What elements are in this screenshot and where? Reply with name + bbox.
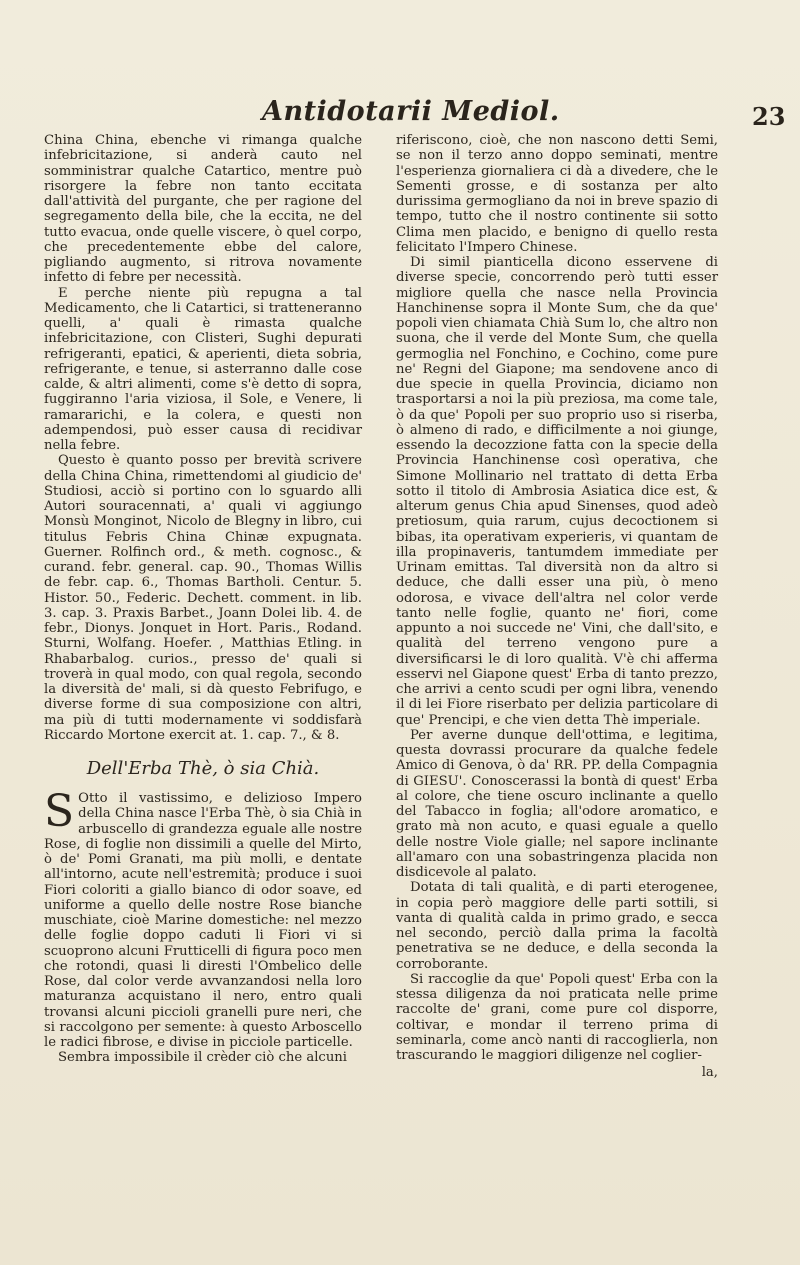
catchword: la, xyxy=(701,1065,718,1081)
paragraph: Dotata di tali qualità, e di parti eterogenee, in copia però maggiore delle parti sottili, si vanta di qualità calda in primo grado, e secca nel secondo, perciò dalla prima la facoltà penetrativa se ne deduce, e della seconda la corroborante. xyxy=(396,880,718,972)
paragraph: E perche niente più repugna a tal Medicamento, che li Catartici, si tratteneranno quelli, a' quali è rimasta qualche infebricitazione, con Clisteri, Sughi depurati refrigeranti, epatici, & aperienti, dieta sobria, refrigerante, e tenue, si asterranno dalle cose calde, & altri alimenti, come s'è detto di sopra, fuggiranno l'aria viziosa, il Sole, e Venere, li ramararichi, e la colera, e questi non adempendosi, può esser causa di recidivar nella febre. xyxy=(44,285,362,453)
paragraph: riferiscono, cioè, che non nascono detti Semi, se non il terzo anno doppo seminati, mentre l'esperienza giornaliera ci dà a divedere, che le Sementi grosse, e di sostanza per alto durissima germogliano da noi in breve spazio di tempo, tutto che il nostro continente sii sotto Clima men placido, e benigno di quello resta felicitato l'Impero Chinese. xyxy=(396,133,718,255)
paragraph: Per averne dunque dell'ottima, e legitima, questa dovrassi procurare da qualche fedele Amico di Genova, ò da' RR. PP. della Compagnia di GIESU'. Conoscerassi la bontà di quest' Erba al colore, che tiene oscuro inclinante a quello del Tabacco in foglia; all'odore aromatico, e grato mà non acuto, e quasi eguale a quello delle nostre Viole gialle; nel sapore inclinante all'amaro con una sobastringenza placida non disdicevole al palato. xyxy=(396,727,718,880)
section-heading: Dell'Erba Thè, ò sia Chià. xyxy=(86,758,320,779)
left-column xyxy=(44,133,362,1066)
paragraph: Sembra impossibile il crèder ciò che alcuni xyxy=(58,1050,348,1066)
paragraph-with-dropcap: SOtto il vastissimo, e delizioso Impero della China nasce l'Erba Thè, ò sia Chià in arbuscello di grandezza eguale alle nostre Rose, di foglie non dissimili a quelle del Mirto, ò de' Pomi Granati, ma più molli, e dentate all'intorno, acute nell'estremità; produce i suoi Fiori coloriti a giallo bianco di odor soave, ed uniforme a quello delle nostre Rose bianche muschiate, cioè Marine domestiche: nel mezzo delle foglie doppo caduti li Fiori vi si scuoprono alcuni Frutticelli di figura poco men che rotondi, quasi li diresti l'Ombelico delle Rose, dal color verde avvanzandosi nella loro maturanza acquistano il nero, entro quali trovansi alcuni piccioli granelli pure neri, che si raccolgono per semente: à questo Arboscello le radici fibrose, e divise in picciole particelle. xyxy=(44,786,362,1050)
running-title: Antidotarii Mediol. xyxy=(262,96,560,127)
paragraph: Si raccoglie da que' Popoli quest' Erba con la stessa diligenza da noi praticata nelle prime raccolte de' grani, come pure col disporre, coltivar, e mondar il terreno prima di seminarla, come ancò nanti di raccoglierla, non trascurando le maggiori diligenze nel coglier- xyxy=(396,971,718,1063)
page-header xyxy=(0,96,800,136)
page-number: 23 xyxy=(752,102,786,131)
paragraph: China China, ebenche vi rimanga qualche infebricitazione, si anderà cauto nel somministrar qualche Catartico, mentre può risorgere la febre non tanto eccitata dall'attività del purgante, che per ragione del segregamento della bile, che la eccita, ne del tutto evacua, onde quelle viscere, ò quel corpo, che precedentemente ebbe del calore, pigliando augmento, si ritrova novamente infetto di febre per necessità. xyxy=(44,133,362,286)
paragraph: Questo è quanto posso per brevità scrivere della China China, rimettendomi al giudicio de' Studiosi, acciò si portino con lo sguardo alli Autori souracennati, a' quali vi aggiungo Monsù Monginot, Nicolo de Blegny in libro, cui titulus Febris China Chinæ expugnata. Guerner. Rolfinch ord., & meth. cognosc., & curand. febr. general. cap. 90., Thomas Willis de febr. cap. 6., Thomas Bartholi. Centur. 5. Histor. 50., Federic. Dechett. comment. in lib. 3. cap. 3. Praxis Barbet., Joann Dolei lib. 4. de febr., Dionys. Jonquet in Hort. Paris., Rodand. Sturni, Wolfang. Hoefer. , Matthias Etling. in Rhabarbalog. curios., presso de' quali si troverà in qual modo, con qual regola, secondo la diversità de' mali, si dà questo Febrifugo, e diverse forme di sua composizione con altri, ma più di tutti modernamente vi soddisfarà Riccardo Mortone exercit at. 1. cap. 7., & 8. xyxy=(44,453,362,743)
paragraph: Di simil pianticella dicono esservene di diverse specie, concorrendo però tutti esser migliore quella che nasce nella Provincia Hanchinense sopra il Monte Sum, che da que' popoli vien chiamata Chià Sum lo, che altro non suona, che il verde del Monte Sum, che quella germoglia nel Fonchino, e Cochino, come pure ne' Regni del Giapone; ma sendovene anco di due specie in quella Provincia, diciamo non trasportarsi a noi la più preziosa, ma come tale, ò da que' Popoli per suo proprio uso si riserba, ò almeno di rado, e difficilmente a noi giunge, essendo la decozzione fatta con la specie della Provincia Hanchinense così operativa, che Simone Mollinario nel trattato di detta Erba sotto il titolo di Ambrosia Asiatica dice est, & alterum genus Chia apud Sinenses, quod adeò pretiosum, quia rarum, cujus decoctionem si bibas, ita operativam experieris, vi quantam de illa propinaveris, tantumdem immediate per Urinam emittas. Tal diversità non da altro si deduce, che dalli esser una più, ò meno odorosa, e vivace dell'altra nel color verde tanto nelle foglie, quanto ne' fiori, come appunto a noi succede ne' Vini, che dall'sito, e qualità del terreno vengono pure a diversificarsi le di loro qualità. V'è chi afferma esservi nel Giapone quest' Erba di tanto prezzo, che arrivi a cento scudi per ogni libra, venendo il di lei Fiore riserbato per delizia particolare di que' Prencipi, e che vien detta Thè imperiale. xyxy=(396,255,718,728)
right-column xyxy=(396,133,718,1081)
